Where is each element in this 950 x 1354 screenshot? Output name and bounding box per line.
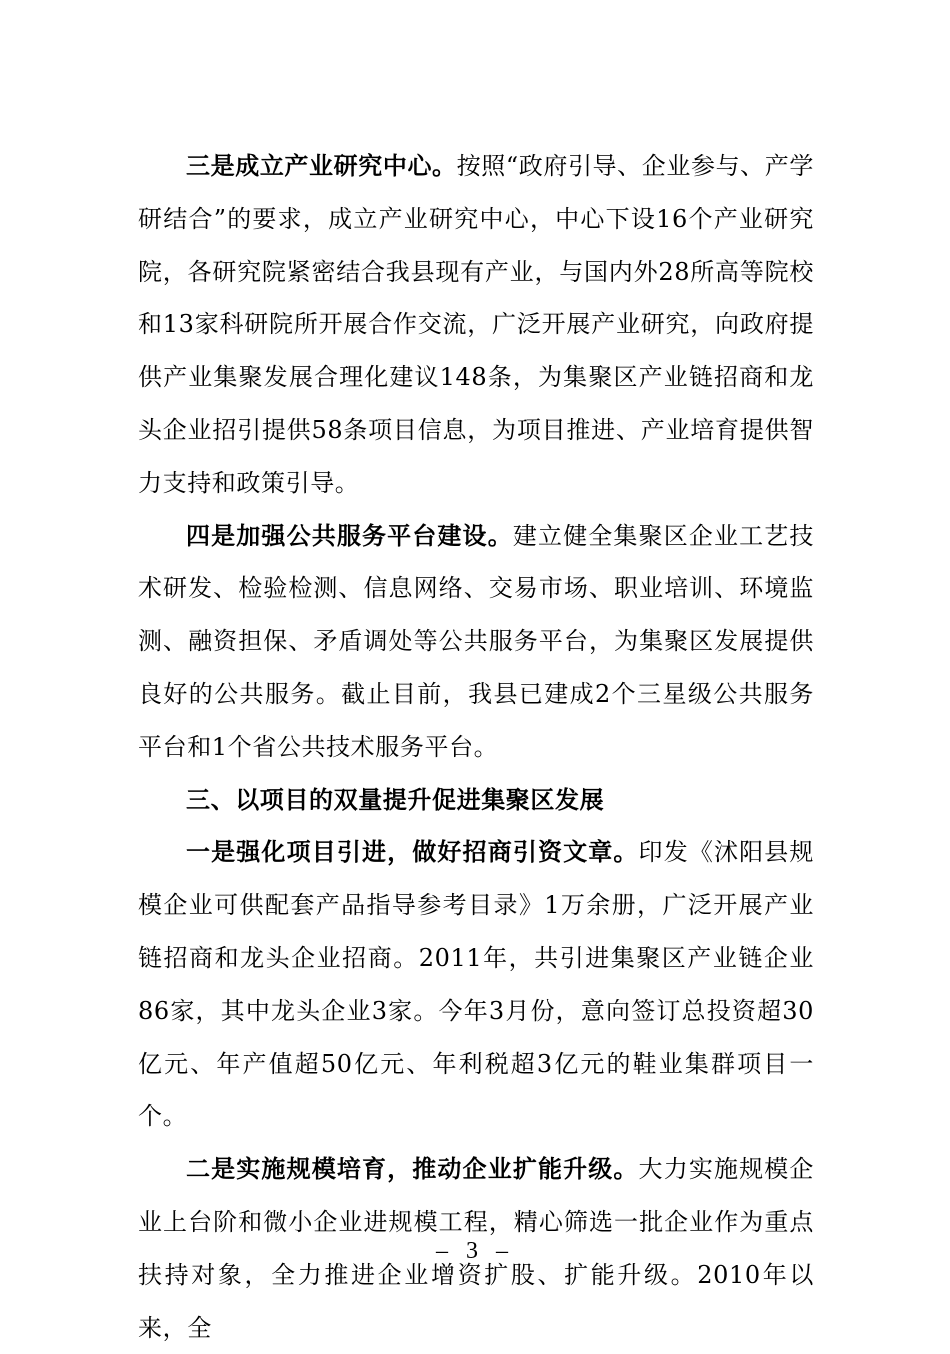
paragraph-project-introduction xyxy=(138,826,814,1143)
paragraph-text: 建立健全集聚区企业工艺技术研发、检验检测、信息网络、交易市场、职业培训、环境监测、融资担保、矛盾调处等公共服务平台，为集聚区发展提供良好的公共服务。截止目前，我县已建成2个三星级公共服务平台和1个省公共技术服务平台。 xyxy=(138,521,814,761)
paragraph-lead: 二是实施规模培育，推动企业扩能升级。 xyxy=(186,1154,639,1184)
section-heading: 三、以项目的双量提升促进集聚区发展 xyxy=(186,785,605,814)
paragraph-service-platform xyxy=(138,510,814,774)
paragraph-lead: 三是成立产业研究中心。 xyxy=(186,151,457,180)
paragraph-text: 印发《沭阳县规模企业可供配套产品指导参考目录》1万余册，广泛开展产业链招商和龙头企业招商。2011年，共引进集聚区产业链企业86家，其中龙头企业3家。今年3月份，意向签订总投资超30亿元、年产值超50亿元、年利税超3亿元的鞋业集群项目一个。 xyxy=(138,838,814,1131)
paragraph-text: 按照“政府引导、企业参与、产学研结合”的要求，成立产业研究中心，中心下设16个产业研究院，各研究院紧密结合我县现有产业，与国内外28所高等院校和13家科研院所开展合作交流，广泛开展产业研究，向政府提供产业集聚发展合理化建议148条，为集聚区产业链招商和龙头企业招引提供58条项目信息，为项目推进、产业培育提供智力支持和政策引导。 xyxy=(138,152,814,497)
paragraph-research-center xyxy=(138,140,814,510)
document-body xyxy=(138,140,814,1354)
paragraph-lead: 四是加强公共服务平台建设。 xyxy=(186,520,513,550)
paragraph-text: 大力实施规模企业上台阶和微小企业进规模工程，精心筛选一批企业作为重点扶持对象，全力推进企业增资扩股、扩能升级。2010年以来，全 xyxy=(138,1155,814,1342)
paragraph-lead: 一是强化项目引进，做好招商引资文章。 xyxy=(186,837,639,867)
page-number: – 3 – xyxy=(436,1238,514,1264)
